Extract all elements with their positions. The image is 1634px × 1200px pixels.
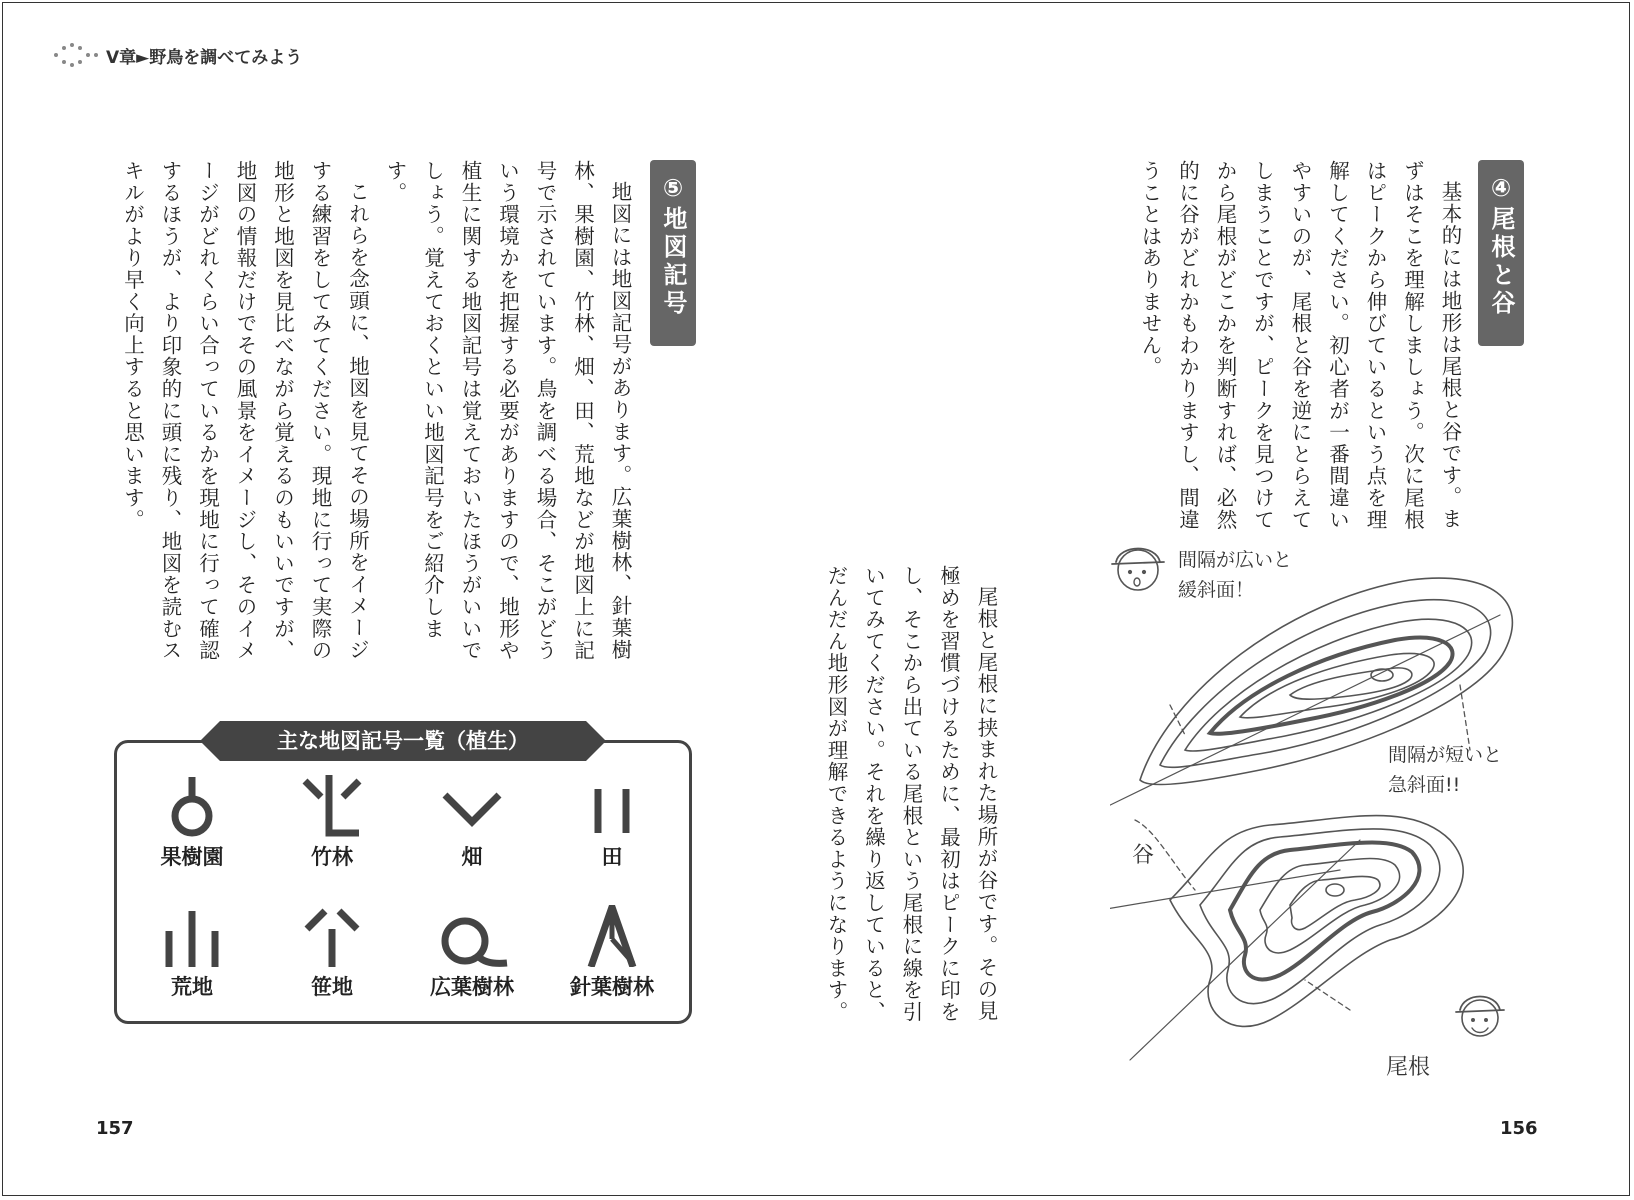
decorative-dots-icon	[50, 40, 100, 70]
legend-item-rice-paddy	[542, 775, 682, 871]
valley-label: 谷	[1132, 843, 1155, 868]
note-line: 急斜面!!	[1388, 774, 1461, 796]
ridge-valley-sketch	[1110, 816, 1504, 1060]
note-gentle-slope	[1178, 545, 1292, 605]
legend-title: 主な地図記号一覧（植生）	[277, 729, 529, 753]
legend-label: 果樹園	[160, 845, 224, 869]
right-text-lower	[817, 565, 1005, 1035]
running-header	[50, 40, 302, 70]
legend-label: 笹地	[311, 975, 353, 999]
paragraph: これらを念頭に、地図を見てその場所をイメージする練習をしてみてください。現地に行って実際の地形と地図を見比べながら覚えるのもいいですが、地図の情報だけでその風景をイメージし、そのイメージがどれくらい合っているかを現地に行って確認するほうが、より印象的に頭に残り、地図を読むスキルがより早く向上すると思います。	[120, 160, 370, 662]
legend-item-field	[402, 775, 542, 871]
legend-item-conifer-forest	[542, 905, 682, 1001]
right-text-upper	[1131, 160, 1469, 545]
legend-label: 針葉樹林	[570, 975, 654, 999]
note-line: 緩斜面！	[1178, 579, 1255, 601]
paragraph: 基本的には地形は尾根と谷です。まずはそこを理解しましょう。次に尾根はピークから伸びているという点を理解してください。初心者が一番間違いやすいのが、尾根と谷を逆にとらえてしまうことですが、ピークを見つけてから尾根がどこかを判断すれば、必然的に谷がどれかもわかりますし、間違うことはありません。	[1138, 160, 1462, 531]
conifer-forest-symbol-icon	[577, 905, 647, 967]
legend-item-bamboo	[262, 775, 402, 871]
legend-label: 田	[601, 845, 623, 869]
legend-item-bamboo-grass	[262, 905, 402, 1001]
rice-paddy-symbol-icon	[582, 775, 642, 837]
wasteland-symbol-icon	[157, 905, 227, 967]
section-heading-ridge-valley: ④尾根と谷	[1478, 160, 1524, 346]
page-number-right: 156	[1500, 1118, 1538, 1139]
legend-item-broadleaf-forest	[402, 905, 542, 1001]
legend-label: 畑	[461, 845, 483, 869]
broadleaf-forest-symbol-icon	[435, 905, 509, 967]
contour-illustration	[1110, 540, 1540, 1090]
note-line: 間隔が短いと	[1388, 744, 1503, 766]
note-steep-slope	[1388, 740, 1502, 800]
bamboo-grass-symbol-icon	[297, 905, 367, 967]
page-number-left: 157	[96, 1118, 134, 1139]
paragraph: 尾根と尾根に挟まれた場所が谷です。その見極めを習慣づけるために、最初はピークに印をし、そこから出ている尾根という尾根に線を引いてみてください。それを繰り返していると、だんだん地形図が理解できるようになります。	[824, 565, 998, 1023]
ridge-label: 尾根	[1386, 1055, 1431, 1080]
field-symbol-icon	[437, 775, 507, 837]
bamboo-symbol-icon	[297, 775, 367, 837]
paragraph: 地図には地図記号があります。広葉樹林、針葉樹林、果樹園、竹林、畑、田、荒地などが地図上に記号で示されています。鳥を調べる場合、そこがどういう環境かを把握する必要がありますので、地形や植生に関する地図記号は覚えておいたほうがいいでしょう。覚えておくといい地図記号をご紹介します。	[383, 160, 632, 662]
orchard-symbol-icon	[162, 775, 222, 837]
left-text	[113, 160, 638, 670]
legend-title-banner	[200, 721, 606, 761]
section-heading-map-symbols: ⑤地図記号	[650, 160, 696, 346]
chapter-title: Ⅴ章►野鳥を調べてみよう	[106, 47, 303, 68]
legend-label: 広葉樹林	[430, 975, 514, 999]
legend-item-wasteland	[122, 905, 262, 1001]
legend-label: 竹林	[311, 845, 353, 869]
legend-label: 荒地	[171, 975, 213, 999]
note-line: 間隔が広いと	[1178, 549, 1293, 571]
legend-item-orchard	[122, 775, 262, 871]
